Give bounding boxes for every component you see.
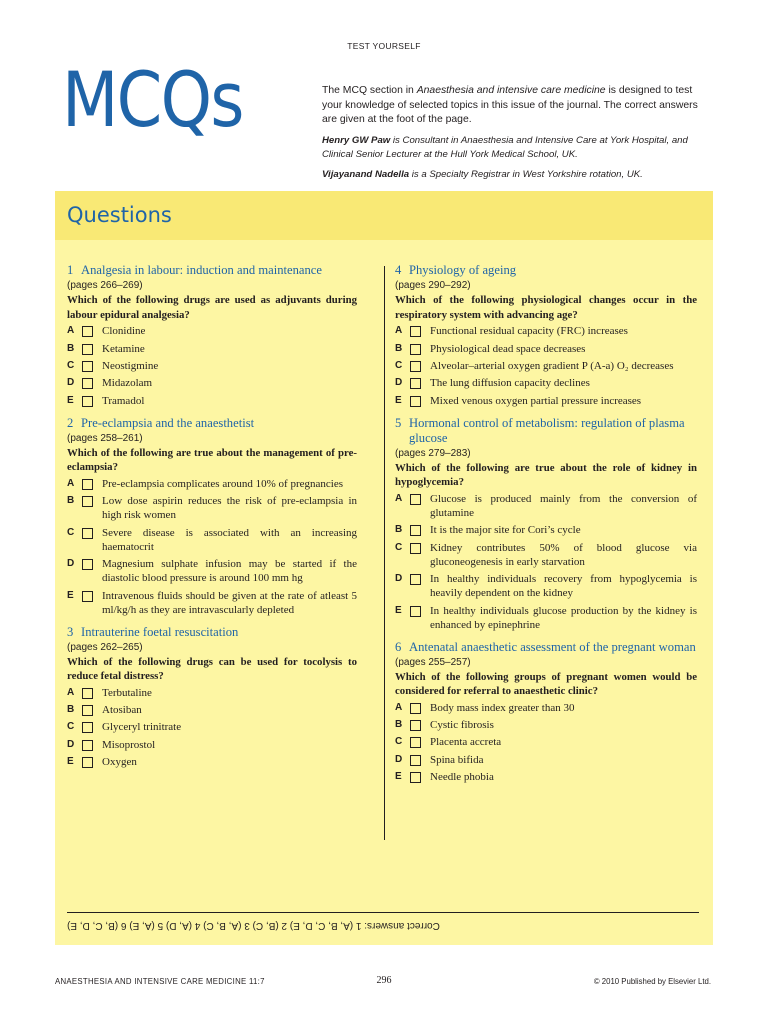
- option-letter: D: [67, 377, 75, 389]
- answer-option: [395, 770, 697, 784]
- option-checkbox[interactable]: [82, 705, 93, 716]
- option-text: Cystic fibrosis: [430, 719, 494, 732]
- option-text: It is the major site for Cori’s cycle: [430, 524, 581, 537]
- answer-option: [67, 359, 357, 373]
- option-letter: E: [395, 394, 402, 406]
- author-name: Vijayanand Nadella: [322, 168, 410, 180]
- intro-text-post: is designed to test your knowledge of selected topics in this issue of the journal. The correct answers are given at the foot of the page.: [322, 85, 698, 126]
- option-text: Mixed venous oxygen partial pressure increases: [430, 394, 642, 407]
- option-checkbox[interactable]: [82, 740, 93, 751]
- intro-block: [322, 84, 714, 188]
- option-text: Glyceryl trinitrate: [102, 721, 182, 734]
- option-letter: E: [67, 756, 74, 768]
- question-number: 4: [395, 263, 402, 277]
- option-checkbox[interactable]: [82, 326, 93, 337]
- option-letter: E: [395, 604, 402, 616]
- question-pages: (pages 258–261): [67, 432, 143, 444]
- answer-option: [395, 572, 697, 600]
- option-text: Midazolam: [102, 377, 153, 390]
- questions-heading: Questions: [67, 203, 172, 227]
- answer-option: [67, 557, 357, 585]
- question-stem: Which of the following are true about the role of kidney in hypoglycemia?: [395, 461, 697, 489]
- question-number: 5: [395, 415, 402, 430]
- author-description: is a Specialty Registrar in West Yorkshire rotation, UK.: [409, 168, 643, 180]
- option-letter: C: [67, 721, 75, 733]
- option-checkbox[interactable]: [82, 757, 93, 768]
- option-text: Placenta accreta: [430, 736, 502, 749]
- option-letter: A: [395, 701, 403, 713]
- footer-copyright: © 2010 Published by Elsevier Ltd.: [593, 977, 711, 986]
- option-checkbox[interactable]: [82, 378, 93, 389]
- option-checkbox[interactable]: [410, 737, 421, 748]
- option-text: Misoprostol: [102, 738, 156, 751]
- intro-text-pre: The MCQ section in: [322, 85, 417, 96]
- option-text: In healthy individuals recovery from hypoglycemia is heavily dependent on the kidney: [430, 573, 697, 600]
- author-description: is Consultant in Anaesthesia and Intensive Care at York Hospital, and Clinical Senior Lecturer at the Hull York Medical School, UK.: [322, 134, 688, 160]
- author-credit-1: [322, 134, 714, 162]
- option-letter: A: [67, 325, 75, 337]
- questions-panel: [55, 191, 713, 945]
- answer-option: [67, 755, 357, 769]
- option-text: Kidney contributes 50% of blood glucose via gluconeogenesis in early starvation: [430, 541, 697, 568]
- option-checkbox[interactable]: [410, 606, 421, 617]
- option-checkbox[interactable]: [82, 591, 93, 602]
- option-text: Physiological dead space decreases: [430, 342, 586, 355]
- option-checkbox[interactable]: [410, 326, 421, 337]
- option-text: Low dose aspirin reduces the risk of pre-eclampsia in high risk women: [102, 495, 357, 522]
- question-title: [395, 416, 697, 446]
- option-checkbox[interactable]: [410, 344, 421, 355]
- option-checkbox[interactable]: [82, 496, 93, 507]
- answer-option: [395, 342, 697, 356]
- option-checkbox[interactable]: [82, 559, 93, 570]
- answer-option: [395, 735, 697, 749]
- answers-divider: [67, 912, 699, 913]
- answer-option: [67, 703, 357, 717]
- question-stem: Which of the following drugs are used as adjuvants during labour epidural analgesia?: [67, 294, 357, 321]
- option-letter: A: [67, 686, 75, 698]
- question-stem: Which of the following are true about the management of pre-eclampsia?: [67, 446, 357, 474]
- question-pages: (pages 255–257): [395, 656, 471, 668]
- answer-option: [67, 376, 357, 390]
- question-number: 1: [67, 263, 74, 277]
- answer-option: [67, 342, 357, 356]
- page-number: 296: [376, 975, 392, 986]
- option-checkbox[interactable]: [410, 378, 421, 389]
- option-checkbox[interactable]: [82, 528, 93, 539]
- option-letter: A: [395, 325, 403, 337]
- question-5: [395, 416, 697, 632]
- option-text: Functional residual capacity (FRC) increases: [430, 325, 628, 338]
- option-text: Neostigmine: [102, 359, 159, 372]
- option-letter: E: [67, 394, 74, 406]
- question-number: 2: [67, 415, 74, 430]
- option-checkbox[interactable]: [82, 722, 93, 733]
- question-title: [67, 263, 357, 278]
- answer-option: [395, 376, 697, 390]
- answer-option: [395, 541, 697, 569]
- option-letter: B: [395, 342, 403, 354]
- option-text: Severe disease is associated with an increasing haematocrit: [102, 526, 357, 553]
- option-text: Terbutaline: [102, 686, 152, 699]
- answer-option: [67, 589, 357, 617]
- option-letter: B: [395, 719, 403, 731]
- option-checkbox[interactable]: [410, 755, 421, 766]
- question-number: 6: [395, 639, 402, 654]
- journal-name: Anaesthesia and intensive care medicine: [416, 85, 606, 96]
- option-letter: D: [395, 753, 403, 765]
- option-checkbox[interactable]: [410, 361, 421, 372]
- option-checkbox[interactable]: [82, 396, 93, 407]
- correct-answers: Correct answers: 1 (A, B, C, D, E) 2 (B, C) 3 (A, B, C) 4 (A, D) 5 (A, E) 6 (B, C, D, E): [67, 920, 440, 931]
- option-text: Intravenous fluids should be given at the rate of atleast 5 ml/kg/h as they are intravascularly depleted: [102, 589, 357, 616]
- option-text: Alveolar–arterial oxygen gradient P (A-a) O₂ decreases: [430, 359, 674, 372]
- question-title-text: Pre-eclampsia and the anaesthetist: [81, 415, 255, 430]
- answer-option: [67, 477, 357, 491]
- answer-option: [67, 526, 357, 554]
- option-checkbox[interactable]: [410, 574, 421, 585]
- option-checkbox[interactable]: [82, 361, 93, 372]
- option-letter: C: [395, 359, 403, 371]
- answer-option: [395, 359, 697, 373]
- option-letter: E: [67, 589, 74, 601]
- option-checkbox[interactable]: [82, 479, 93, 490]
- option-text: Atosiban: [102, 704, 142, 717]
- question-pages: (pages 290–292): [395, 280, 471, 291]
- question-3: [67, 625, 357, 770]
- question-title-text: Antenatal anaesthetic assessment of the pregnant woman: [409, 639, 696, 654]
- option-text: Pre-eclampsia complicates around 10% of pregnancies: [102, 477, 343, 490]
- answer-option: [395, 394, 697, 408]
- question-1: [67, 263, 357, 408]
- answer-option: [67, 394, 357, 408]
- option-text: Tramadol: [102, 394, 145, 407]
- answer-option: [67, 686, 357, 700]
- answer-option: [395, 604, 697, 632]
- option-checkbox[interactable]: [82, 688, 93, 699]
- option-checkbox[interactable]: [82, 344, 93, 355]
- option-text: Oxygen: [102, 756, 137, 769]
- option-letter: C: [395, 541, 403, 553]
- author-name: Henry GW Paw: [322, 134, 391, 146]
- question-stem: Which of the following drugs can be used for tocolysis to reduce fetal distress?: [67, 655, 357, 683]
- option-text: Body mass index greater than 30: [430, 701, 575, 714]
- question-stem: Which of the following physiological changes occur in the respiratory system with advancing age?: [395, 294, 697, 321]
- option-checkbox[interactable]: [410, 494, 421, 505]
- question-title-text: Analgesia in labour: induction and maintenance: [81, 263, 322, 277]
- option-text: Needle phobia: [430, 771, 494, 784]
- question-6: [395, 640, 697, 785]
- option-text: In healthy individuals glucose production by the kidney is enhanced by epinephrine: [430, 604, 697, 631]
- option-letter: A: [67, 477, 75, 489]
- answer-option: [395, 523, 697, 537]
- answer-option: [67, 738, 357, 752]
- answer-option: [395, 701, 697, 715]
- question-number: 3: [67, 624, 74, 639]
- question-title: [395, 640, 697, 655]
- question-2: [67, 416, 357, 617]
- option-letter: E: [395, 771, 402, 783]
- right-question-column: [395, 263, 697, 792]
- option-letter: D: [67, 738, 75, 750]
- option-letter: D: [395, 377, 403, 389]
- author-credit-2: [322, 168, 714, 182]
- answer-option: [67, 324, 357, 338]
- option-letter: B: [67, 495, 75, 507]
- question-title-text: Intrauterine foetal resuscitation: [81, 624, 239, 639]
- option-letter: A: [395, 492, 403, 504]
- answer-option: [67, 720, 357, 734]
- answer-option: [395, 753, 697, 767]
- question-stem: Which of the following groups of pregnant women would be considered for referral to anaesthetic clinic?: [395, 670, 697, 698]
- left-question-column: [67, 263, 357, 777]
- option-letter: C: [67, 526, 75, 538]
- option-text: The lung diffusion capacity declines: [430, 377, 590, 390]
- answer-option: [67, 494, 357, 522]
- question-title: [67, 625, 357, 640]
- option-letter: D: [395, 573, 403, 585]
- option-checkbox[interactable]: [410, 396, 421, 407]
- option-letter: C: [395, 736, 403, 748]
- footer-journal: ANAESTHESIA AND INTENSIVE CARE MEDICINE 11:7: [55, 977, 265, 986]
- option-checkbox[interactable]: [410, 703, 421, 714]
- option-text: Magnesium sulphate infusion may be started if the diastolic blood pressure is around 100 mm hg: [102, 558, 357, 585]
- question-pages: (pages 266–269): [67, 280, 143, 291]
- option-checkbox[interactable]: [410, 772, 421, 783]
- option-letter: C: [67, 359, 75, 371]
- option-letter: B: [395, 524, 403, 536]
- option-checkbox[interactable]: [410, 543, 421, 554]
- question-pages: (pages 262–265): [67, 641, 143, 653]
- option-letter: D: [67, 558, 75, 570]
- answer-option: [395, 324, 697, 338]
- question-title-text: Hormonal control of metabolism: regulation of plasma glucose: [409, 415, 685, 445]
- option-checkbox[interactable]: [410, 525, 421, 536]
- question-title-text: Physiology of ageing: [409, 263, 517, 277]
- intro-paragraph: [322, 84, 714, 128]
- question-4: [395, 263, 697, 408]
- question-title: [395, 263, 697, 278]
- option-letter: B: [67, 342, 75, 354]
- page-title: MCQs: [62, 55, 243, 144]
- question-title: [67, 416, 357, 431]
- option-text: Ketamine: [102, 342, 145, 355]
- question-pages: (pages 279–283): [395, 447, 471, 459]
- section-label: TEST YOURSELF: [347, 41, 421, 51]
- option-checkbox[interactable]: [410, 720, 421, 731]
- answer-option: [395, 492, 697, 520]
- option-text: Clonidine: [102, 325, 146, 338]
- option-text: Spina bifida: [430, 753, 484, 766]
- column-divider: [384, 266, 385, 840]
- option-letter: B: [67, 704, 75, 716]
- answer-option: [395, 718, 697, 732]
- option-text: Glucose is produced mainly from the conversion of glutamine: [430, 492, 697, 519]
